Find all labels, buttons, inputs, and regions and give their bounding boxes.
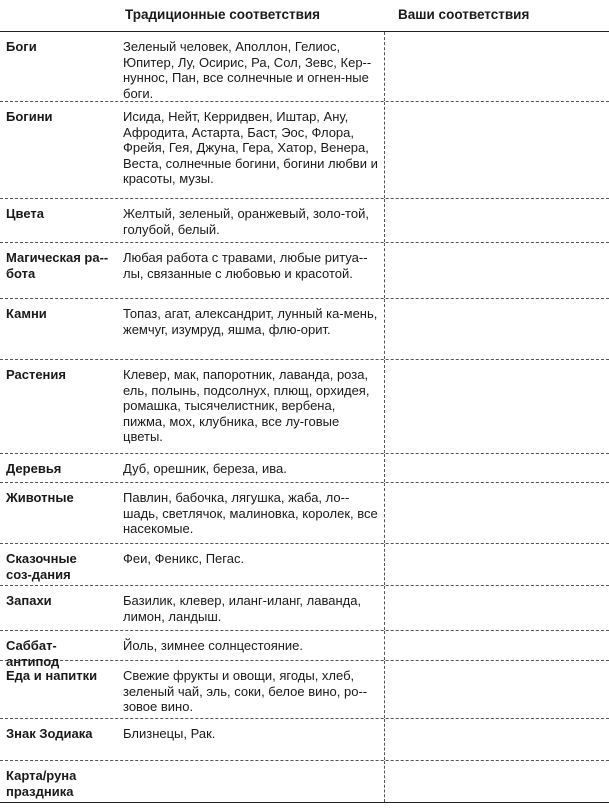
category-cell: Камни	[6, 306, 47, 321]
traditional-cell: Свежие фрукты и овощи, ягоды, хлеб, зеленый чай, эль, соки, белое вино, ро-зовое вино.	[123, 668, 368, 715]
traditional-cell: Павлин, бабочка, лягушка, жаба, ло-шадь, светлячок, малиновка, королек, все насекомые.	[123, 490, 378, 537]
table-row-magic-work	[0, 243, 609, 299]
traditional-cell: Любая работа с травами, любые ритуа-лы, связанные с любовью и красотой.	[123, 250, 368, 281]
table-row-scents	[0, 586, 609, 631]
category-cell: Знак Зодиака	[6, 726, 93, 741]
yours-cell	[384, 102, 609, 198]
yours-cell	[384, 32, 609, 101]
category-cell: Животные	[6, 490, 74, 505]
table-row-colors	[0, 199, 609, 243]
table-row-food-drinks	[0, 661, 609, 719]
category-cell: Богини	[6, 109, 53, 124]
category-cell: Магическая ра-бота	[6, 250, 109, 281]
yours-cell	[384, 483, 609, 543]
traditional-cell	[114, 761, 384, 802]
traditional-cell: Клевер, мак, папоротник, лаванда, роза, ель, полынь, подсолнух, плющ, орхидея, ромашка, тысячелистник, вербена, пижма, мох, клубника, все лу-говые цветы.	[123, 367, 370, 445]
traditional-cell: Базилик, клевер, иланг-иланг, лаванда, лимон, ландыш.	[123, 593, 362, 624]
header-yours: Ваши соответствия	[398, 7, 530, 22]
header-traditional: Традиционные соответствия	[125, 7, 321, 22]
yours-cell	[384, 631, 609, 660]
yours-cell	[384, 544, 609, 585]
traditional-cell: Исида, Нейт, Керридвен, Иштар, Ану, Афродита, Астарта, Баст, Эос, Флора, Фрейя, Гея, Джуна, Гера, Хатор, Венера, Веста, солнечные богини, богини любви и красоты, музы.	[123, 109, 378, 187]
yours-cell	[384, 199, 609, 242]
category-cell: Деревья	[6, 461, 62, 476]
table-row-plants	[0, 360, 609, 454]
category-cell: Еда и напитки	[6, 668, 98, 683]
traditional-cell: Йоль, зимнее солнцестояние.	[123, 638, 304, 653]
table-row-card-rune	[0, 761, 609, 803]
table-row-zodiac	[0, 719, 609, 761]
traditional-cell: Топаз, агат, александрит, лунный ка-мень, жемчуг, изумруд, яшма, флю-орит.	[123, 306, 378, 337]
category-cell: Растения	[6, 367, 66, 382]
table-row-gods	[0, 32, 609, 102]
yours-cell	[384, 243, 609, 298]
category-cell: Запахи	[6, 593, 52, 608]
table-row-trees	[0, 454, 609, 483]
traditional-cell: Зеленый человек, Аполлон, Гелиос, Юпитер, Лу, Осирис, Ра, Сол, Зевс, Кер-нуннос, Пан, все солнечные и огнен-ные боги.	[123, 39, 372, 101]
table-header	[0, 0, 609, 32]
category-cell: Боги	[6, 39, 37, 54]
table-row-opposite-sabbat	[0, 631, 609, 669]
table-row-stones	[0, 299, 609, 360]
category-cell: Карта/руна праздника	[6, 768, 77, 799]
table-row-animals	[0, 483, 609, 544]
yours-cell	[384, 360, 609, 453]
yours-cell	[384, 719, 609, 760]
table-row-goddesses	[0, 102, 609, 199]
yours-cell	[384, 454, 609, 482]
yours-cell	[384, 299, 609, 359]
category-cell: Сказочные соз-дания	[6, 551, 77, 582]
category-cell: Саббат-антипод	[6, 638, 60, 669]
yours-cell	[384, 661, 609, 718]
traditional-cell: Феи, Феникс, Пегас.	[123, 551, 245, 566]
traditional-cell: Дуб, орешник, береза, ива.	[123, 461, 287, 476]
table-row-fairy-creatures	[0, 544, 609, 586]
yours-cell	[384, 761, 609, 802]
traditional-cell: Желтый, зеленый, оранжевый, золо-той, голубой, белый.	[123, 206, 369, 237]
yours-cell	[384, 586, 609, 630]
category-cell: Цвета	[6, 206, 44, 221]
traditional-cell: Близнецы, Рак.	[123, 726, 216, 741]
